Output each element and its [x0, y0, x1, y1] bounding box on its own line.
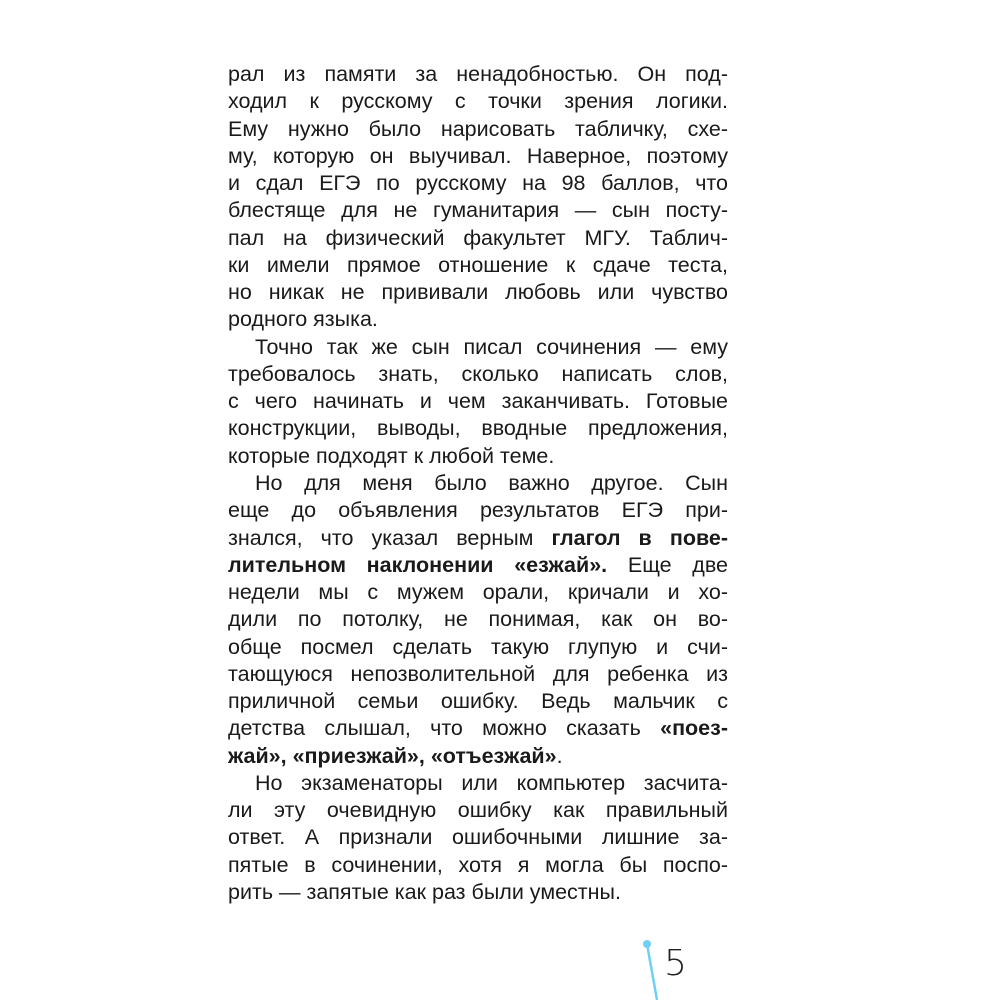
text-segment: приличной семьи ошибку. Ведь мальчик с: [228, 689, 728, 714]
text-segment: родного языка.: [228, 307, 378, 332]
bold-text: лительном наклонении «езжай».: [228, 552, 608, 577]
text-segment: рить — запятые как раз были уместны.: [228, 879, 621, 904]
text-segment: конструкции, выводы, вводные предложения,: [228, 416, 728, 441]
page-number: 5: [664, 943, 687, 984]
text-segment: рал из памяти за ненадобностью. Он под-: [228, 62, 728, 86]
text-segment: Ему нужно было нарисовать табличку, схе-: [228, 116, 728, 141]
bold-text: «поез-: [660, 716, 728, 741]
text-segment: ли эту очевидную ошибку как правильный: [228, 798, 728, 823]
text-segment: которые подходят к любой теме.: [228, 443, 555, 468]
text-segment: обще посмел сделать такую глупую и счи-: [228, 634, 728, 659]
text-segment: знался, что указал верным: [228, 525, 552, 550]
text-segment: еще до объявления результатов ЕГЭ при-: [228, 498, 728, 523]
text-segment: детства слышал, что можно сказать: [228, 716, 661, 741]
text-segment: ки имели прямое отношение к сдаче теста,: [228, 252, 728, 277]
text-segment: но никак не прививали любовь или чувство: [228, 280, 728, 305]
text-segment: требовалось знать, сколько написать слов,: [228, 361, 728, 386]
text-segment: Еще две: [607, 552, 728, 577]
text-segment: Точно так же сын писал сочинения — ему: [255, 334, 728, 359]
text-segment: дили по потолку, не понимая, как он во-: [228, 607, 728, 632]
text-segment: ходил к русскому с точки зрения логики.: [228, 89, 728, 114]
text-segment: Но для меня было важно другое. Сын: [255, 470, 728, 495]
text-segment: му, которую он выучивал. Наверное, поэтому: [228, 143, 728, 168]
text-segment: пятые в сочинении, хотя я могла бы поспо-: [228, 852, 728, 877]
text-segment: недели мы с мужем орали, кричали и хо-: [228, 580, 728, 605]
bold-text: жай», «приезжай», «отъезжай»: [228, 743, 557, 768]
text-segment: Но экзаменаторы или компьютер засчита-: [255, 770, 728, 795]
text-segment: тающуюся непозволительной для ребенка из: [228, 661, 728, 686]
text-segment: пал на физический факультет МГУ. Таблич-: [228, 225, 728, 250]
decorative-line: [647, 944, 657, 1000]
bold-text: глагол в пове-: [551, 525, 728, 550]
text-segment: ответ. А признали ошибочными лишние за-: [228, 825, 728, 850]
text-segment: и сдал ЕГЭ по русскому на 98 баллов, что: [228, 171, 728, 196]
text-segment: .: [556, 743, 563, 768]
text-segment: блестяще для не гуманитария — сын посту-: [228, 198, 728, 223]
decorative-dot: [643, 940, 651, 948]
text-segment: с чего начинать и чем заканчивать. Готовые: [228, 389, 728, 414]
